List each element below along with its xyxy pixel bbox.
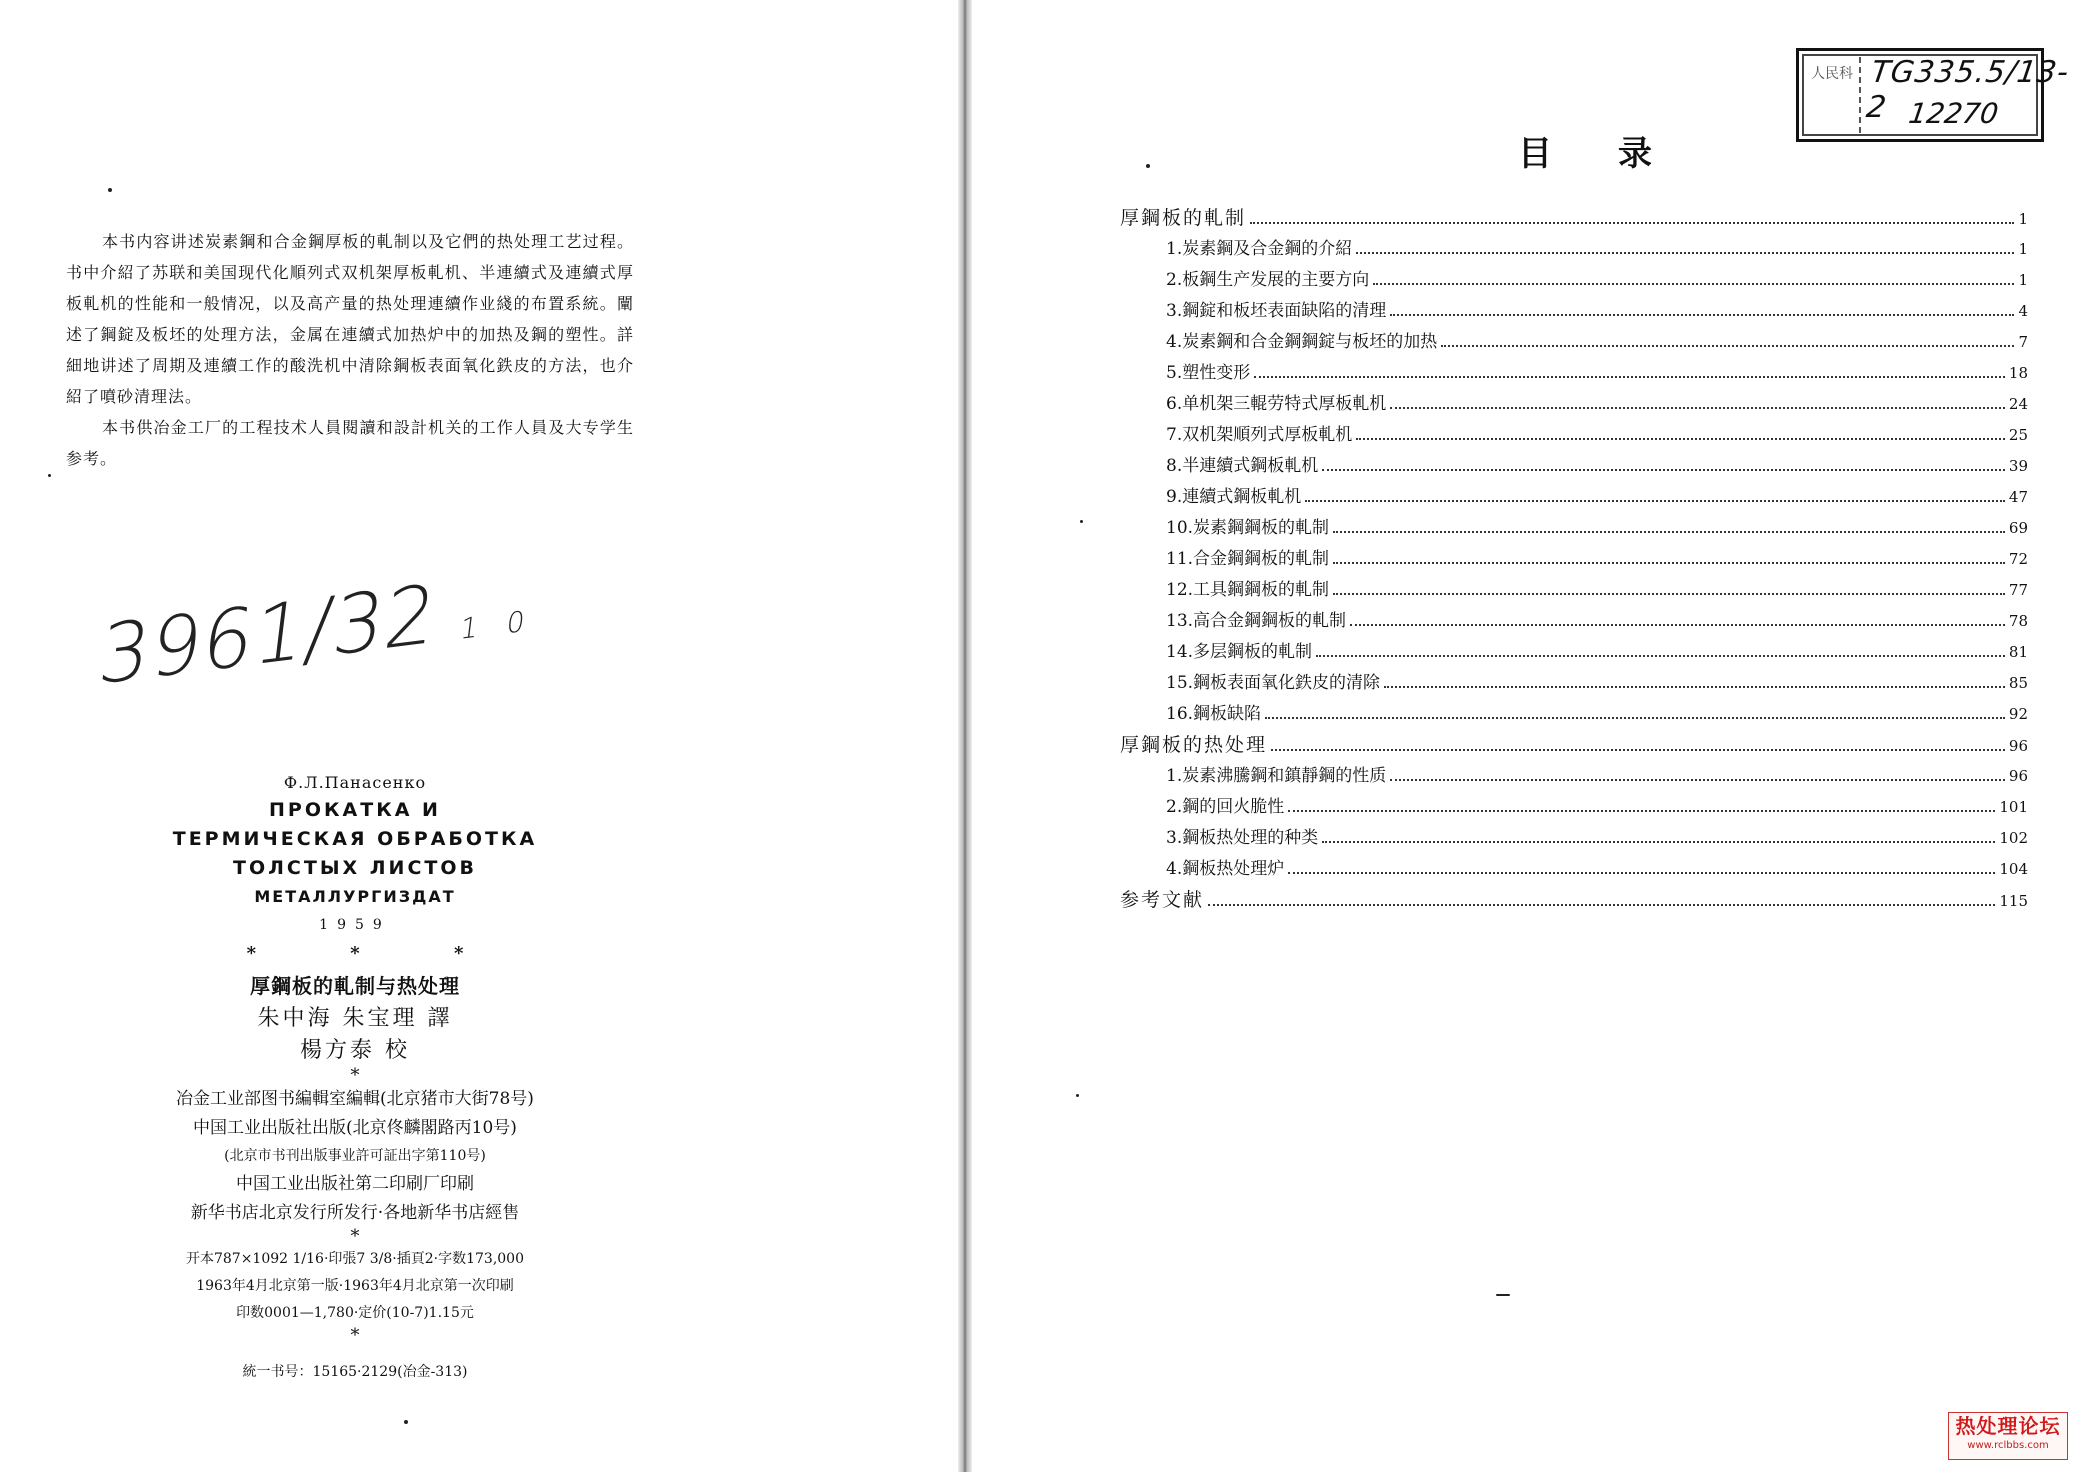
russian-title-line: ТОЛСТЫХ ЛИСТОВ [233,857,477,879]
toc-page-number: 92 [2008,705,2028,723]
toc-leader-dots [1305,500,2005,502]
separator: * [350,1065,360,1086]
toc-entry [1120,761,2028,792]
toc-entry [1120,792,2028,823]
toc-entry [1120,389,2028,420]
toc-leader-dots [1333,593,2005,595]
toc-page-number: 18 [2008,364,2028,382]
toc-entry [1120,451,2028,482]
toc-entry [1120,482,2028,513]
toc-page-number: 72 [2008,550,2028,568]
scan-speck [1496,1294,1510,1296]
toc-label: 4.炭素鋼和合金鋼鋼錠与板坯的加热 [1166,332,1438,352]
description-paragraph: 本书供冶金工厂的工程技术人員閱讀和設計机关的工作人員及大专学生参考。 [66,418,634,468]
toc-leader-dots [1390,314,2014,316]
toc-label: 13.高合金鋼鋼板的軋制 [1166,611,1347,631]
scan-speck [1146,164,1150,168]
toc-entry [1120,637,2028,668]
toc-section [1120,730,2028,761]
toc-entry [1120,358,2028,389]
watermark-text: 热处理论坛 [1955,1414,2061,1438]
toc-page-number: 115 [1999,892,2028,910]
toc-page-number: 1 [2018,240,2028,258]
translators: 朱中海 朱宝理 譯 [257,1006,453,1031]
library-call-number-stamp [1796,48,2072,142]
scan-speck [48,474,51,477]
toc-label: 15.鋼板表面氧化鉄皮的清除 [1166,673,1381,693]
toc-section [1120,885,2028,916]
toc-label: 3.鋼板热处理的种类 [1166,828,1319,848]
toc-entry [1120,575,2028,606]
publishing-line: 冶金工业部图书編輯室編輯(北京猪市大街78号) [176,1089,534,1109]
chinese-title: 厚鋼板的軋制与热处理 [250,974,460,998]
toc-leader-dots [1322,841,1995,843]
toc-entry [1120,265,2028,296]
unified-book-number: 統一书号：15165·2129(冶金-313) [242,1364,468,1380]
toc-label: 1.炭素沸騰鋼和鎮靜鋼的性质 [1166,766,1387,786]
toc-page-number: 96 [2008,767,2028,785]
toc-entry [1120,699,2028,730]
toc-label: 5.塑性变形 [1166,363,1251,383]
toc-label: 11.合金鋼鋼板的軋制 [1166,549,1330,569]
description-paragraph: 本书内容讲述炭素鋼和合金鋼厚板的軋制以及它們的热处理工艺过程。书中介紹了苏联和美国现代化順列式双机架厚板軋机、半連續式及連續式厚板軋机的性能和一般情况，以及高产量的热处理連續作业綫的布置系統。闡述了鋼錠及板坯的处理方法，金属在連續式加热炉中的加热及鋼的塑性。詳細地讲述了周期及連續工作的酸洗机中清除鋼板表面氧化鉄皮的方法，也介紹了噴砂清理法。 [66,232,634,406]
toc-label: 14.多层鋼板的軋制 [1166,642,1313,662]
toc-label: 厚鋼板的軋制 [1120,207,1247,229]
toc-leader-dots [1373,283,2014,285]
toc-page-number: 25 [2008,426,2028,444]
toc-leader-dots [1288,810,1995,812]
call-number: TG335.5/13-2 [1864,55,2072,125]
book-description [66,226,634,474]
toc-label: 7.双机架順列式厚板軋机 [1166,425,1353,445]
toc-leader-dots [1390,779,2005,781]
toc-page-number: 85 [2008,674,2028,692]
toc-label: 1.炭素鋼及合金鋼的介紹 [1166,239,1353,259]
publishing-line: 中国工业出版社出版(北京佟麟閣路丙10号) [193,1118,517,1138]
toc-leader-dots [1390,407,2005,409]
toc-label: 6.单机架三輥劳特式厚板軋机 [1166,394,1387,414]
russian-title-line: ТЕРМИЧЕСКАЯ ОБРАБОТКА [172,828,538,850]
toc-entry [1120,606,2028,637]
toc-entry [1120,327,2028,358]
toc-entry [1120,544,2028,575]
toc-label: 厚鋼板的热处理 [1120,734,1268,756]
toc-page-number: 24 [2008,395,2028,413]
toc-page-number: 1 [2018,210,2028,228]
toc-label: 2.板鋼生产发展的主要方向 [1166,270,1370,290]
spec-line: 印数0001—1,780·定价(10-7)1.15元 [236,1305,474,1321]
handwritten-tail: 1 0 [458,603,537,647]
toc-page-number: 39 [2008,457,2028,475]
toc-leader-dots [1384,686,2005,688]
russian-title-line: ПРОКАТКА И [269,799,441,821]
toc-label: 2.鋼的回火脆性 [1166,797,1285,817]
toc-leader-dots [1441,345,2014,347]
scan-speck [404,1420,408,1424]
toc-page-number: 69 [2008,519,2028,537]
toc-page-number: 104 [1999,860,2028,878]
toc-leader-dots [1316,655,2005,657]
toc-label: 12.工具鋼鋼板的軋制 [1166,580,1330,600]
toc-label: 16.鋼板缺陷 [1166,704,1262,724]
toc-page-number: 96 [2008,737,2028,755]
toc-leader-dots [1356,252,2014,254]
watermark-url: www.rclbbs.com [1967,1440,2049,1451]
table-of-contents [1120,203,2028,916]
toc-leader-dots [1333,562,2005,564]
toc-leader-dots [1322,469,2005,471]
scan-speck [1080,520,1083,523]
site-watermark [1948,1412,2068,1460]
toc-leader-dots [1265,717,2005,719]
toc-label: 参考文献 [1120,889,1205,911]
toc-leader-dots [1250,222,2014,224]
proofreader: 楊方泰 校 [300,1038,410,1063]
russian-publisher: МЕТАЛЛУРГИЗДАТ [254,887,456,906]
separator: * [350,1226,360,1247]
toc-page-number: 78 [2008,612,2028,630]
toc-leader-dots [1254,376,2005,378]
toc-page-number: 102 [1999,829,2028,847]
toc-page-number: 77 [2008,581,2028,599]
toc-leader-dots [1356,438,2005,440]
toc-page-number: 7 [2018,333,2028,351]
scan-speck [1076,1094,1079,1097]
toc-entry [1120,823,2028,854]
page-gutter [958,0,972,1472]
toc-title: 目录 [1518,134,1718,174]
scan-speck [108,188,112,192]
toc-page-number: 4 [2018,302,2028,320]
toc-label: 3.鋼錠和板坯表面缺陷的清理 [1166,301,1387,321]
separator: * [350,1325,360,1346]
publishing-line: 新华书店北京发行所发行·各地新华书店經售 [190,1203,520,1223]
toc-page-number: 47 [2008,488,2028,506]
toc-label: 9.連續式鋼板軋机 [1166,487,1302,507]
handwritten-annotation [94,554,543,703]
toc-entry [1120,296,2028,327]
russian-year: 1959 [319,917,391,933]
russian-author: Ф.Л.Панасенко [283,773,427,792]
toc-entry [1120,668,2028,699]
toc-entry [1120,234,2028,265]
spec-line: 1963年4月北京第一版·1963年4月北京第一次印刷 [196,1278,514,1294]
stamp-strip: 人民科 [1805,57,1861,133]
toc-page-number: 81 [2008,643,2028,661]
toc-label: 10.炭素鋼鋼板的軋制 [1166,518,1330,538]
section-stars: * * * [246,943,508,964]
toc-page-number: 101 [1999,798,2028,816]
handwritten-number: 3961/32 [93,566,443,703]
toc-page-number: 1 [2018,271,2028,289]
toc-entry [1120,854,2028,885]
publishing-line: 中国工业出版社第二印刷厂印刷 [236,1174,474,1194]
toc-entry [1120,420,2028,451]
imprint-block [140,770,570,1386]
toc-leader-dots [1208,904,1995,906]
toc-label: 4.鋼板热处理炉 [1166,859,1285,879]
toc-leader-dots [1288,872,1995,874]
accession-number: 12270 [1906,97,2001,130]
toc-leader-dots [1333,531,2005,533]
left-page [0,0,958,1472]
toc-leader-dots [1350,624,2005,626]
toc-label: 8.半連續式鋼板軋机 [1166,456,1319,476]
toc-entry [1120,513,2028,544]
publishing-line: (北京市书刊出版事业許可証出字第110号) [224,1148,486,1164]
toc-leader-dots [1271,749,2005,751]
toc-section [1120,203,2028,234]
spec-line: 开本787×1092 1/16·印張7 3/8·插頁2·字数173,000 [185,1251,524,1267]
